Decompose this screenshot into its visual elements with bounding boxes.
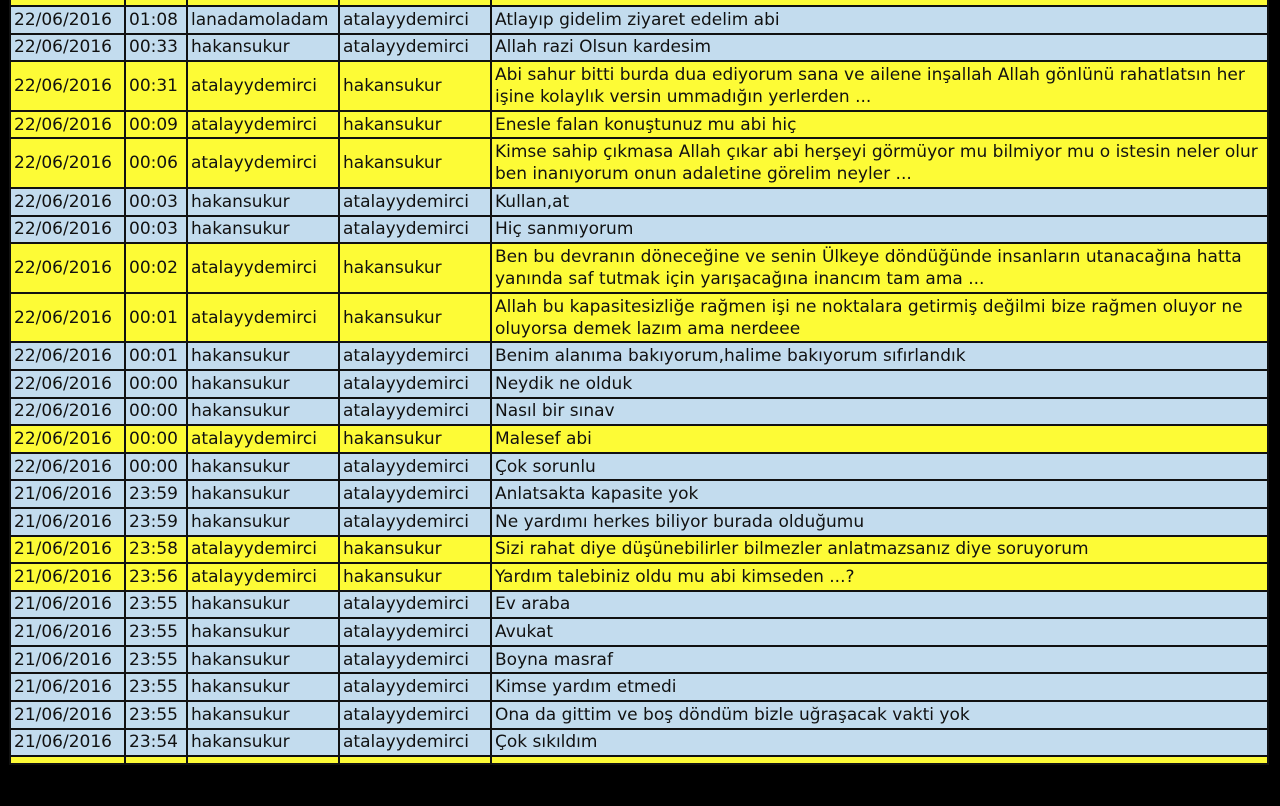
time-cell: 00:00 bbox=[125, 425, 187, 453]
message-log-table bbox=[9, 0, 1269, 765]
sender-cell: lanadamoladam bbox=[187, 6, 339, 34]
date-cell: 22/06/2016 bbox=[10, 111, 125, 139]
message-cell: Boyna masraf bbox=[491, 646, 1268, 674]
recipient-cell: hakansukur bbox=[339, 243, 491, 293]
sender-cell: hakansukur bbox=[187, 398, 339, 426]
table-row bbox=[10, 591, 1268, 619]
time-cell: 23:59 bbox=[125, 508, 187, 536]
recipient-cell: hakansukur bbox=[339, 536, 491, 564]
table-row bbox=[10, 293, 1268, 343]
sender-cell: hakansukur bbox=[187, 508, 339, 536]
time-cell: 23:58 bbox=[125, 536, 187, 564]
recipient-cell: hakansukur bbox=[339, 111, 491, 139]
table-row bbox=[10, 34, 1268, 62]
table-row bbox=[10, 398, 1268, 426]
sender-cell: hakansukur bbox=[187, 370, 339, 398]
table-row bbox=[10, 701, 1268, 729]
time-cell: 23:55 bbox=[125, 618, 187, 646]
date-cell: 22/06/2016 bbox=[10, 398, 125, 426]
time-cell: 00:01 bbox=[125, 342, 187, 370]
date-cell: 21/06/2016 bbox=[10, 508, 125, 536]
recipient-cell: atalayydemirci bbox=[339, 618, 491, 646]
date-cell: 21/06/2016 bbox=[10, 729, 125, 757]
date-cell: 22/06/2016 bbox=[10, 342, 125, 370]
date-cell: 21/06/2016 bbox=[10, 701, 125, 729]
time-cell: 00:03 bbox=[125, 216, 187, 244]
date-cell: 22/06/2016 bbox=[10, 61, 125, 111]
recipient-cell: hakansukur bbox=[339, 61, 491, 111]
table-row bbox=[10, 342, 1268, 370]
date-cell: 21/06/2016 bbox=[10, 563, 125, 591]
table-row bbox=[10, 646, 1268, 674]
time-cell: 00:00 bbox=[125, 453, 187, 481]
date-cell: 21/06/2016 bbox=[10, 618, 125, 646]
message-cell: Avukat bbox=[491, 618, 1268, 646]
table-row bbox=[10, 111, 1268, 139]
message-cell: Allah razi Olsun kardesim bbox=[491, 34, 1268, 62]
time-cell: 00:09 bbox=[125, 111, 187, 139]
recipient-cell: atalayydemirci bbox=[339, 508, 491, 536]
sender-cell: hakansukur bbox=[187, 480, 339, 508]
message-cell: Kullan,at bbox=[491, 188, 1268, 216]
date-cell: 21/06/2016 bbox=[10, 646, 125, 674]
time-cell: 00:00 bbox=[125, 398, 187, 426]
recipient-cell: hakansukur bbox=[339, 563, 491, 591]
time-cell: 23:55 bbox=[125, 701, 187, 729]
message-cell: Çok sıkıldım bbox=[491, 729, 1268, 757]
table-row bbox=[10, 729, 1268, 757]
message-cell: Atlayıp gidelim ziyaret edelim abi bbox=[491, 6, 1268, 34]
sender-cell: hakansukur bbox=[187, 646, 339, 674]
table-row bbox=[10, 480, 1268, 508]
date-cell: 22/06/2016 bbox=[10, 188, 125, 216]
sender-cell: hakansukur bbox=[187, 618, 339, 646]
table-row bbox=[10, 425, 1268, 453]
message-cell: Çok sorunlu bbox=[491, 453, 1268, 481]
date-cell: 22/06/2016 bbox=[10, 6, 125, 34]
recipient-cell: atalayydemirci bbox=[339, 34, 491, 62]
date-cell: 21/06/2016 bbox=[10, 536, 125, 564]
sender-cell: hakansukur bbox=[187, 729, 339, 757]
time-cell: 00:01 bbox=[125, 293, 187, 343]
recipient-cell: atalayydemirci bbox=[339, 480, 491, 508]
date-cell: 22/06/2016 bbox=[10, 293, 125, 343]
time-cell: 00:33 bbox=[125, 34, 187, 62]
table-row bbox=[10, 536, 1268, 564]
table-row bbox=[10, 673, 1268, 701]
recipient-cell: atalayydemirci bbox=[339, 591, 491, 619]
time-cell: 00:31 bbox=[125, 61, 187, 111]
date-cell: 22/06/2016 bbox=[10, 138, 125, 188]
sender-cell: atalayydemirci bbox=[187, 111, 339, 139]
message-cell: Neydik ne olduk bbox=[491, 370, 1268, 398]
message-cell: Ne yardımı herkes biliyor burada olduğumu bbox=[491, 508, 1268, 536]
sender-cell: hakansukur bbox=[187, 453, 339, 481]
recipient-cell: atalayydemirci bbox=[339, 342, 491, 370]
message-cell: Kimse sahip çıkmasa Allah çıkar abi herşeyi görmüyor mu bilmiyor mu o istesin neler olur ben inanıyorum onun adaletine görelim neyler ... bbox=[491, 138, 1268, 188]
recipient-cell: atalayydemirci bbox=[339, 453, 491, 481]
message-cell: Hiç sanmıyorum bbox=[491, 216, 1268, 244]
message-cell: Yardım talebiniz oldu mu abi kimseden ...? bbox=[491, 563, 1268, 591]
recipient-cell: atalayydemirci bbox=[339, 370, 491, 398]
recipient-cell: atalayydemirci bbox=[339, 188, 491, 216]
date-cell: 22/06/2016 bbox=[10, 425, 125, 453]
message-cell: Abi sahur bitti burda dua ediyorum sana ve ailene inşallah Allah gönlünü rahatlatsın her işine kolaylık versin ummadığın yerlerden ... bbox=[491, 61, 1268, 111]
sender-cell: atalayydemirci bbox=[187, 563, 339, 591]
message-log-body bbox=[10, 0, 1268, 764]
table-row bbox=[10, 138, 1268, 188]
date-cell: 22/06/2016 bbox=[10, 453, 125, 481]
recipient-cell: hakansukur bbox=[339, 425, 491, 453]
recipient-cell: atalayydemirci bbox=[339, 216, 491, 244]
sender-cell: atalayydemirci bbox=[187, 536, 339, 564]
table-row bbox=[10, 563, 1268, 591]
time-cell: 00:00 bbox=[125, 370, 187, 398]
message-cell: Ben bu devranın döneceğine ve senin Ülkeye döndüğünde insanların utanacağına hatta yanında saf tutmak için yarışacağına inancım tam ama ... bbox=[491, 243, 1268, 293]
recipient-cell: atalayydemirci bbox=[339, 646, 491, 674]
time-cell: 00:06 bbox=[125, 138, 187, 188]
date-cell: 22/06/2016 bbox=[10, 370, 125, 398]
message-cell: Sizi rahat diye düşünebilirler bilmezler anlatmazsanız diye soruyorum bbox=[491, 536, 1268, 564]
table-row bbox=[10, 370, 1268, 398]
sender-cell: hakansukur bbox=[187, 673, 339, 701]
sender-cell: hakansukur bbox=[187, 188, 339, 216]
message-cell: Nasıl bir sınav bbox=[491, 398, 1268, 426]
time-cell: 23:55 bbox=[125, 591, 187, 619]
date-cell: 22/06/2016 bbox=[10, 216, 125, 244]
message-cell: Allah bu kapasitesizliğe rağmen işi ne noktalara getirmiş değilmi bize rağmen oluyor ne oluyorsa demek lazım ama nerdeee bbox=[491, 293, 1268, 343]
table-row bbox=[10, 618, 1268, 646]
table-row bbox=[10, 216, 1268, 244]
table-row-partial-bottom bbox=[10, 756, 1268, 764]
table-row bbox=[10, 188, 1268, 216]
sender-cell: hakansukur bbox=[187, 34, 339, 62]
table-row bbox=[10, 61, 1268, 111]
table-row bbox=[10, 453, 1268, 481]
recipient-cell: atalayydemirci bbox=[339, 729, 491, 757]
message-cell: Ona da gittim ve boş döndüm bizle uğraşacak vakti yok bbox=[491, 701, 1268, 729]
table-row bbox=[10, 243, 1268, 293]
recipient-cell: atalayydemirci bbox=[339, 701, 491, 729]
sender-cell: hakansukur bbox=[187, 342, 339, 370]
sender-cell: atalayydemirci bbox=[187, 61, 339, 111]
date-cell: 21/06/2016 bbox=[10, 480, 125, 508]
time-cell: 01:08 bbox=[125, 6, 187, 34]
sender-cell: atalayydemirci bbox=[187, 425, 339, 453]
recipient-cell: hakansukur bbox=[339, 293, 491, 343]
recipient-cell: hakansukur bbox=[339, 138, 491, 188]
message-cell: Ev araba bbox=[491, 591, 1268, 619]
message-cell: Malesef abi bbox=[491, 425, 1268, 453]
sender-cell: hakansukur bbox=[187, 701, 339, 729]
sender-cell: atalayydemirci bbox=[187, 293, 339, 343]
time-cell: 23:56 bbox=[125, 563, 187, 591]
time-cell: 23:55 bbox=[125, 646, 187, 674]
message-cell: Anlatsakta kapasite yok bbox=[491, 480, 1268, 508]
date-cell: 21/06/2016 bbox=[10, 591, 125, 619]
date-cell: 22/06/2016 bbox=[10, 243, 125, 293]
time-cell: 23:59 bbox=[125, 480, 187, 508]
recipient-cell: atalayydemirci bbox=[339, 398, 491, 426]
recipient-cell: atalayydemirci bbox=[339, 6, 491, 34]
date-cell: 22/06/2016 bbox=[10, 34, 125, 62]
message-cell: Enesle falan konuştunuz mu abi hiç bbox=[491, 111, 1268, 139]
sender-cell: hakansukur bbox=[187, 216, 339, 244]
time-cell: 23:55 bbox=[125, 673, 187, 701]
time-cell: 23:54 bbox=[125, 729, 187, 757]
sender-cell: atalayydemirci bbox=[187, 138, 339, 188]
message-cell: Benim alanıma bakıyorum,halime bakıyorum sıfırlandık bbox=[491, 342, 1268, 370]
sender-cell: hakansukur bbox=[187, 591, 339, 619]
time-cell: 00:03 bbox=[125, 188, 187, 216]
recipient-cell: atalayydemirci bbox=[339, 673, 491, 701]
message-cell: Kimse yardım etmedi bbox=[491, 673, 1268, 701]
sender-cell: atalayydemirci bbox=[187, 243, 339, 293]
date-cell: 21/06/2016 bbox=[10, 673, 125, 701]
table-row bbox=[10, 508, 1268, 536]
table-row bbox=[10, 6, 1268, 34]
time-cell: 00:02 bbox=[125, 243, 187, 293]
